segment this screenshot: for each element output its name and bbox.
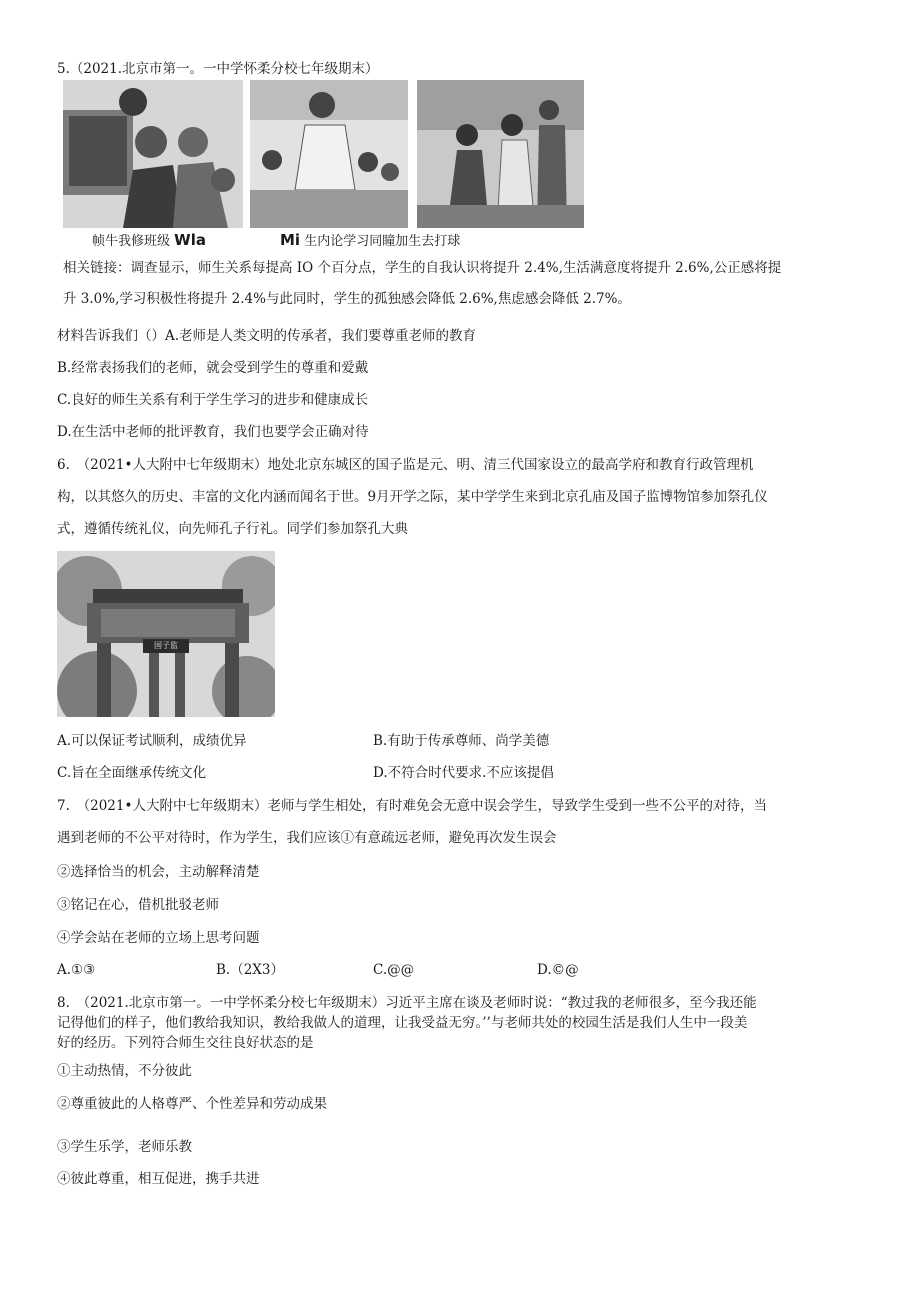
illustration-graphic (250, 80, 408, 228)
illustration-graphic (63, 80, 243, 228)
q7-option-b: B.（2X3） (216, 962, 285, 978)
q7-item3: ③铭记在心，借机批驳老师 (57, 897, 219, 913)
photo-teacher-students-computer (63, 80, 243, 228)
q6-line1: 6. （2021•人大附中七年级期末）地处北京东城区的国子监是元、明、清三代国家设立的最高学府和教育行政管理机 (57, 457, 754, 473)
q8-item2: ②尊重彼此的人格尊严、个性差异和劳动成果 (57, 1096, 327, 1112)
q6-option-b: B.有助于传承尊师、尚学美德 (373, 733, 550, 749)
q5-stem: 材料告诉我们（）A.老师是人类文明的传承者，我们要尊重老师的教育 (57, 328, 477, 344)
q7-line2: 遇到老师的不公平对待时，作为学生，我们应该①有意疏远老师，避免再次发生误会 (57, 830, 557, 846)
q8-line1: 8. （2021.北京市第一。一中学怀柔分校七年级期末）习近平主席在谈及老师时说：“教过我的老师很多，至今我还能 (57, 995, 757, 1011)
q7-option-a: A.①③ (57, 962, 96, 978)
q6-option-d: D.不符合时代要求.不应该提倡 (373, 765, 554, 781)
q5-header: 5.（2021.北京市第一。一中学怀柔分校七年级期末） (57, 61, 379, 77)
illustration-graphic (417, 80, 584, 228)
q8-item3: ③学生乐学，老师乐教 (57, 1139, 192, 1155)
caption-right (280, 230, 460, 249)
q6-line2: 构，以其悠久的历史、丰富的文化内涵而闻名于世。9月开学之际，某中学学生来到北京孔庙及国子监博物馆参加祭孔仪 (57, 489, 768, 505)
q5-option-c: C.良好的师生关系有利于学生学习的进步和健康成长 (57, 392, 369, 408)
caption-left-latin: Wla (174, 231, 206, 249)
q5-option-d: D.在生活中老师的批评教育，我们也要学会正确对待 (57, 424, 369, 440)
q7-option-c: C.@@ (373, 962, 415, 978)
gate-plaque-text: 国子监 (154, 641, 178, 650)
photo-students-playing-ball (417, 80, 584, 228)
photo-guozijian-gate (57, 551, 275, 717)
caption-right-latin: Mi (280, 231, 301, 249)
q5-link-line1: 相关链接：调查显示，师生关系每提高 IO 个百分点，学生的自我认识将提升 2.4%,生活满意度将提升 2.6%,公正感将提 (63, 260, 782, 276)
gate-graphic (57, 551, 275, 717)
q6-line3: 式，遵循传统礼仪，向先师孔子行礼。同学们参加祭孔大典 (57, 521, 408, 537)
caption-right-text: 生内论学习同瞳加生去打球 (304, 234, 461, 249)
q8-item1: ①主动热情，不分彼此 (57, 1063, 192, 1079)
q7-item4: ④学会站在老师的立场上思考问题 (57, 930, 260, 946)
q5-link-line2: 升 3.0%,学习积极性将提升 2.4%与此同时，学生的孤独感会降低 2.6%,焦虑感会降低 2.7%。 (63, 291, 631, 307)
q7-option-d: D.©@ (537, 962, 579, 978)
caption-left-text: 帧牛我修班级 (92, 234, 171, 249)
q6-option-a: A.可以保证考试顺利，成绩优异 (57, 733, 247, 749)
photo-teacher-classroom (250, 80, 408, 228)
q8-line3: 好的经历。下列符合师生交往良好状态的是 (57, 1035, 314, 1051)
q8-line2: 记得他们的样子，他们教给我知识，教给我做人的道理，让我受益无穷。’’与老师共处的校园生活是我们人生中一段美 (57, 1015, 748, 1031)
q8-item4: ④彼此尊重，相互促进，携手共进 (57, 1171, 260, 1187)
caption-left (92, 230, 206, 249)
q7-item2: ②选择恰当的机会，主动解释清楚 (57, 864, 260, 880)
q7-line1: 7. （2021•人大附中七年级期末）老师与学生相处，有时难免会无意中误会学生，导致学生受到一些不公平的对待，当 (57, 798, 767, 814)
q6-option-c: C.旨在全面继承传统文化 (57, 765, 207, 781)
q5-option-b: B.经常表扬我们的老师，就会受到学生的尊重和爱戴 (57, 360, 369, 376)
